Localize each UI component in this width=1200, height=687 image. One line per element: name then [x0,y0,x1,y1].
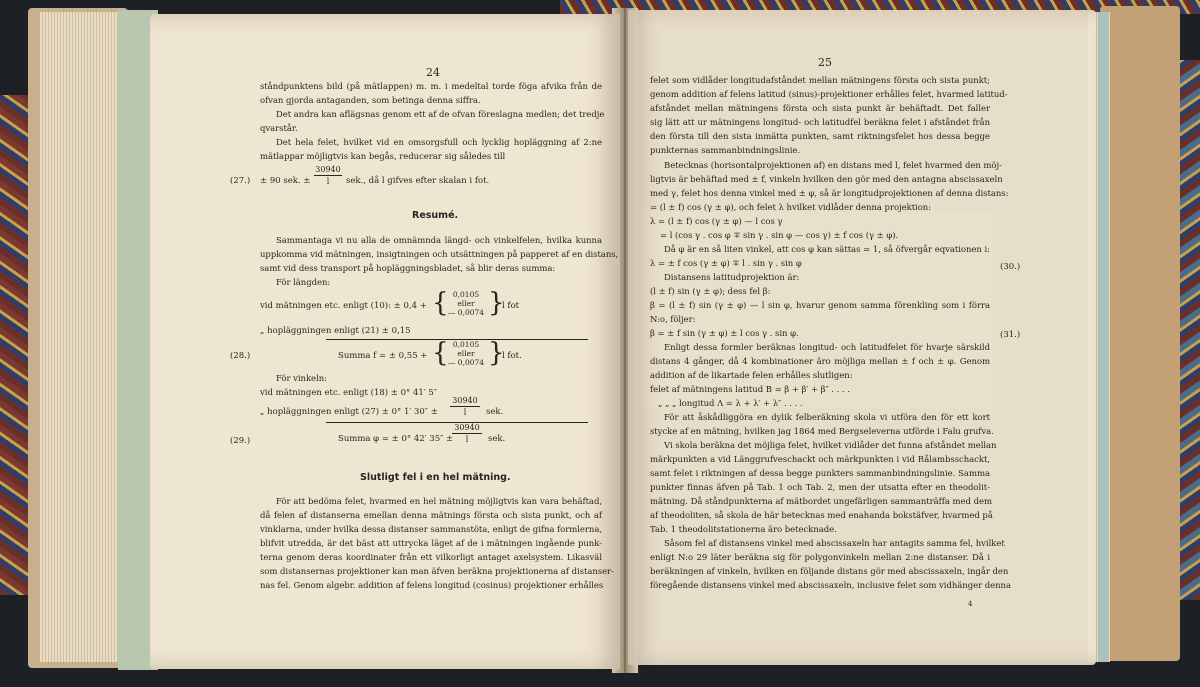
text-line: ofvan gjorda antaganden, som betinga denna siffra. [260,96,481,106]
left-page [150,14,620,669]
equation-text: l fot. [502,351,522,361]
equation-text: Summa f = ± 0,55 + [338,351,428,361]
text-line: addition af de likartade felen erhålles slutligen: [650,371,853,381]
fraction-bar [450,406,480,407]
equation-text: sek. [488,434,506,444]
text-line: samt vid dess transport på hopläggningsbladet, så blir deras summa: [260,264,556,274]
formula-line: „ „ „ longitud Λ = λ + λ′ + λ″ . . . . [658,399,803,409]
text-line: af theodoliten, så skola de här betecknas med enahanda bokstäfver, hvarmed på [650,511,993,521]
text-line: som distansernas projektioner kan man äfven beräkna projektionerna af distanser- [260,567,614,577]
text-line: enligt N:o 29 läter beräkna sig för polygonvinkeln mellan 2:ne distanser. Då i [650,553,990,563]
text-line: nas fel. Genom algebr. addition af felens longitud (cosinus) projektioner erhålles [260,581,604,591]
text-line: genom addition af felens latitud (sinus)-projektioner erhålles felet, hvarmed latitud- [650,90,1008,100]
fraction-bar [452,433,482,434]
brace: { [432,288,449,318]
fraction-bar [314,175,342,176]
text-line: sig lätt att ur mätningens longitud- och latitudfel beräkna felet i afståndet från [650,118,990,128]
denominator: l [465,435,469,444]
text-line: mätning. Då ståndpunkterna af mätbordet ungefärligen sammanträffa med dem [650,497,992,507]
text-line: beräkningen af vinkeln, hvilken en följande distans gör med abscissaxeln, ingår den [650,567,1009,577]
numerator: 30940 [454,423,480,432]
text-line: Det hela felet, hvilket vid en omsorgsfull och lycklig hopläggning af 2:ne [276,138,602,148]
right-page [628,10,1096,665]
text-line: stycke af en mätning, hvilken jag 1864 med Bergseleverna utförde i Falu grufva. [650,427,994,437]
text-line: mätlappar möjligtvis kan begås, reducerar sig således till [260,152,506,162]
formula-line: β = (l ± f) sin (γ ± φ) — l sin φ, hvarur genom samma förenkling som i förra [650,301,990,311]
formula-line: felet af mätningens latitud B = β + β′ + β″ . . . . [650,385,850,395]
formula-line: β = ± f sin (γ ± φ) ± l cos γ . sin φ. [650,329,799,339]
equation-text: vid mätningen etc. enligt (18) ± 0° 41′ 5″ [260,388,437,398]
book-cover-right [1100,6,1180,661]
text-line: ligtvis är behäftad med ± f, vinkeln hvilken den gör med den antagna abscissaxeln [650,175,1003,185]
equation-text: Summa φ = ± 0° 42′ 35″ ± [338,434,454,444]
text-line: då felen af distanserna emellan denna mätnings första och sista punkt, och af [260,511,602,521]
text-line: uppkomma vid mätningen, insigtningen och utsättningen på papperet af en distans, [260,250,619,260]
equation-label: (28.) [230,351,251,361]
text-line: qvarstår. [260,124,298,134]
section-heading: Slutligt fel i en hel mätning. [360,472,511,483]
text-line: N:o, följer: [650,315,696,325]
text-line: För att åskådliggöra en dylik felberäkning skola vi utföra den för ett kort [664,413,990,423]
equation-label: (31.) [1000,330,1021,340]
equation-text: „ hopläggningen enligt (27) ± 0° 1′ 30″ ± [260,407,438,417]
page-number: 24 [426,66,440,79]
stack-value: eller [457,349,475,358]
text-line: Enligt dessa formler beräknas longitud- och latitudfelet för hvarje särskild [664,343,990,353]
stack-value: — 0,0074 [447,308,485,317]
numerator: 30940 [315,165,341,174]
text-line: den första till den sista inmätta punkten, samt riktningsfelet hos dessa begge [650,132,990,142]
text-line: märkpunkten a vid Länggrufveschackt och märkpunkten i vid Rålambsschackt, [650,455,990,465]
signature-mark: 4 [968,600,973,608]
brace: { [432,338,449,368]
equation-text: l fot [502,301,520,311]
formula-line: (l ± f) sin (γ ± φ); dess fel β: [650,287,771,297]
text-line: Betecknas (horisontalprojektionen af) en distans med l, felet hvarmed den möj- [664,161,1002,171]
fraction [452,423,482,444]
insert-sheet-right [1098,12,1108,662]
text-line: distans 4 gånger, då 4 kombinationer äro möjliga mellan ± f och ± φ. Genom [650,357,990,367]
text-line: För längden: [276,278,331,288]
denominator: l [463,408,467,417]
equation-text: sek. [486,407,504,417]
fraction [314,165,342,186]
fraction [450,396,480,417]
text-line: Sammantaga vi nu alla de omnämnda längd- och vinkelfelen, hvilka kunna [276,236,602,246]
value-stack [444,340,488,367]
text-line: samt felet i riktningen af dessa begge punkters sammanbindningslinie. Samma [650,469,990,479]
text-line: punkter finnas äfven på Tab. 1 och Tab. 2, men der utsatta efter en theodolit- [650,483,990,493]
stack-value: — 0,0074 [447,358,485,367]
equation-label: (27.) [230,176,251,186]
equation-text: sek., då l gifves efter skalan i fot. [346,176,490,186]
text-line: felet som vidlåder longitudafståndet mellan mätningens första och sista punkt; [650,76,990,86]
text-line: blifvit utredda, är det bäst att uttrycka läget af de i mätningen ingående punk- [260,539,602,549]
equation-text: ± 90 sek. ± [260,176,311,186]
equation-label: (30.) [1000,262,1021,272]
text-line: För att bedöma felet, hvarmed en hel mätning möjligtvis kan vara behäftad, [276,497,602,507]
stack-value: 0,0105 [452,340,480,349]
stack-value: 0,0105 [452,290,480,299]
formula-line: λ = (l ± f) cos (γ ± φ) — l cos γ [650,217,783,227]
page-number: 25 [818,56,832,69]
text-line: ståndpunktens bild (på mätlappen) m. m. i medeltal torde föga afvika från de [260,82,602,92]
text-line: punkternas sammanbindningslinie. [650,146,801,156]
text-line: Såsom fel af distansens vinkel med abscissaxeln har antagits samma fel, hvilket [664,539,1005,549]
text-line: Tab. 1 theodolitstationerna äro betecknade. [650,525,837,535]
equation-text: vid mätningen etc. enligt (10): ± 0,4 + [260,301,427,311]
denominator: l [326,177,330,186]
text-line: vinklarna, under hvilka dessa distanser sammanstöta, enligt de gifna formlerna, [260,525,602,535]
formula-line: = l (cos γ . cos φ ∓ sin γ . sin φ — cos γ) ± f cos (γ ± φ). [660,231,899,241]
text-line: terna genom deras koordinater från ett vilkorligt antaget axelsystem. Likasväl [260,553,602,563]
numerator: 30940 [452,396,478,405]
text-line: föregående distansens vinkel med abscissaxeln, inclusive felet som vidhänger denna [650,581,1011,591]
equation-text: „ hopläggningen enligt (21) ± 0,15 [260,326,411,336]
text-line: Det andra kan aflägsnas genom ett af de ofvan föreslagna medlen; det tredje [276,110,605,120]
brace: } [488,338,505,368]
value-stack [444,290,488,317]
text-line: Vi skola beräkna det möjliga felet, hvilket vidlåder det funna afståndet mellan [664,441,997,451]
brace: } [488,288,505,318]
formula-line: = (l ± f) cos (γ ± φ), och felet λ hvilket vidlåder denna projektion: [650,203,932,213]
text-line: Distansens latitudprojektion är: [664,273,800,283]
formula-line: λ = ± f cos (γ ± φ) ∓ l . sin γ . sin φ [650,259,802,269]
section-heading: Resumé. [412,210,459,221]
text-line: Då φ är en så liten vinkel, att cos φ kan sättas = 1, så öfvergår eqvationen i: [664,245,990,255]
stack-value: eller [457,299,475,308]
text-line: med γ, felet hos denna vinkel med ± φ, så är longitudprojektionen af denna distans: [650,189,1009,199]
text-line: För vinkeln: [276,374,327,384]
equation-label: (29.) [230,436,251,446]
text-line: afståndet mellan mätningens första och sista punkt är behäftadt. Det faller [650,104,990,114]
page-edges-left [40,12,130,662]
